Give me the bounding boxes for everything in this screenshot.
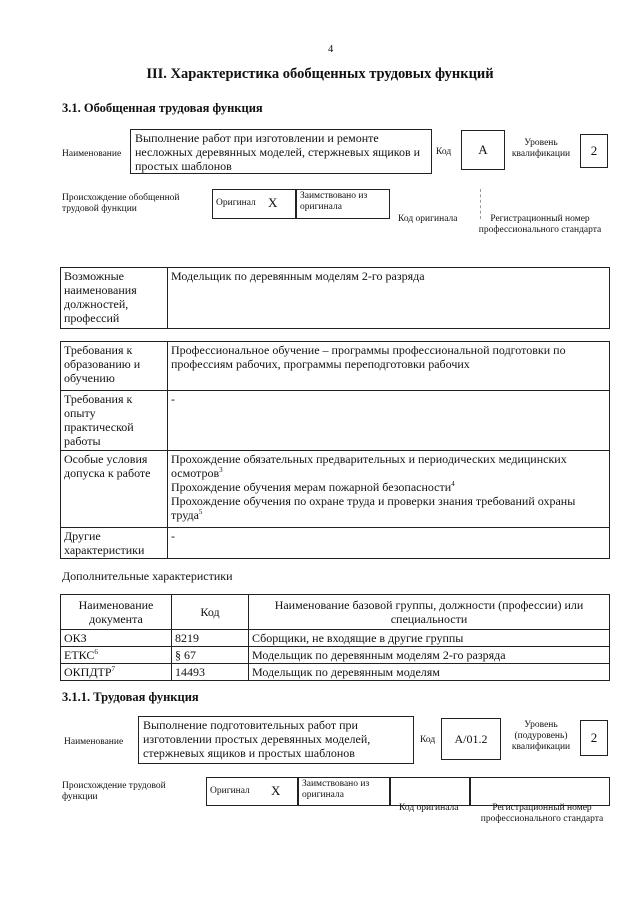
gtf-code-label: Код (436, 147, 452, 157)
requirement-label: Другие характеристики (61, 528, 168, 559)
requirement-label: Требования к образованию и обучению (61, 342, 168, 391)
requirement-line: Прохождение обучения мерам пожарной безопасности$^4$ (171, 480, 455, 494)
requirement-line: Прохождение обучения по охране труда и проверки знания требований охраны труда$^5$ (171, 494, 576, 522)
code-cell: 8219 (172, 630, 249, 647)
positions-table (60, 267, 610, 329)
tf-original-cell (206, 777, 298, 806)
tf-code-original-label: Код оригинала (399, 803, 459, 813)
requirement-value (168, 528, 610, 559)
tf-original-mark: X (271, 783, 281, 798)
positions-label: Возможные наименования должностей, профессий (61, 268, 168, 329)
requirement-value (168, 391, 610, 451)
additional-title: Дополнительные характеристики (62, 569, 233, 583)
footnote-ref: 7 (111, 665, 116, 673)
doc-cell: ОКЗ (61, 630, 172, 647)
gtf-origin-label: Происхождение обобщенной трудовой функции (62, 193, 180, 214)
gtf-heading: 3.1. Обобщенная трудовая функция (62, 101, 263, 115)
doc-cell: ЕТКС$^6$ (61, 647, 172, 664)
column-header: Код (172, 595, 249, 630)
tf-reg-number-label: Регистрационный номер профессионального стандарта (480, 803, 604, 824)
tf-level-value: 2 (580, 720, 608, 756)
tf-borrowed-label: Заимствовано из оригинала (298, 777, 390, 806)
requirement-label: Требования к опыту практической работы (61, 391, 168, 451)
code-cell: 14493 (172, 664, 249, 681)
requirement-line: Профессиональное обучение – программы профессиональной подготовки по профессиям рабочих, программы переподготовки рабочих (171, 343, 566, 371)
doc-cell: ОКПДТР$^7$ (61, 664, 172, 681)
additional-table (60, 594, 610, 681)
requirement-row-education (61, 342, 610, 391)
gtf-level-label: Уровень квалификации (511, 138, 571, 159)
tf-origin-label: Происхождение трудовой функции (62, 781, 166, 802)
tf-name-label: Наименование (64, 737, 124, 747)
positions-value: Модельщик по деревянным моделям 2-го разряда (168, 268, 610, 329)
footnote-ref: 6 (94, 648, 98, 656)
page-number: 4 (328, 44, 334, 55)
table-row (61, 664, 610, 681)
gtf-code-original-label: Код оригинала (398, 214, 458, 224)
footnote-ref: 3 (219, 466, 223, 474)
requirement-value (168, 342, 610, 391)
requirement-row-experience (61, 391, 610, 451)
column-header: Наименование документа (61, 595, 172, 630)
gtf-original-label: Оригинал (216, 198, 256, 208)
table-row (61, 647, 610, 664)
tf-heading: 3.1.1. Трудовая функция (62, 690, 199, 704)
requirement-row-other (61, 528, 610, 559)
column-header: Наименование базовой группы, должности (профессии) или специальности (249, 595, 610, 630)
gtf-reg-number-label: Регистрационный номер профессионального стандарта (478, 214, 602, 235)
gtf-original-mark: X (268, 195, 278, 210)
gtf-name-label: Наименование (62, 149, 122, 159)
section-title: III. Характеристика обобщенных трудовых функций (146, 66, 494, 82)
tf-name-value: Выполнение подготовительных работ при изготовлении простых деревянных моделей, стержневых ящиков и простых шаблонов (138, 716, 414, 764)
name-cell: Сборщики, не входящие в другие группы (249, 630, 610, 647)
requirement-value (168, 451, 610, 528)
gtf-borrowed-label: Заимствовано из оригинала (296, 189, 390, 219)
gtf-level-value: 2 (580, 134, 608, 168)
footnote-ref: 5 (198, 508, 203, 516)
tf-code-original-cell (390, 777, 470, 806)
tf-reg-number-cell (470, 777, 610, 806)
tf-code-label: Код (420, 735, 436, 745)
additional-header-row (61, 595, 610, 630)
tf-code-value: A/01.2 (441, 718, 501, 760)
requirement-label: Особые условия допуска к работе (61, 451, 168, 528)
requirement-row-conditions (61, 451, 610, 528)
gtf-original-cell (212, 189, 296, 219)
requirement-line: - (171, 529, 175, 543)
name-cell: Модельщик по деревянным моделям 2-го разряда (249, 647, 610, 664)
requirement-line: Прохождение обязательных предварительных и периодических медицинских осмотров$^3$ (171, 452, 567, 480)
gtf-code-value: A (461, 130, 505, 170)
code-cell: § 67 (172, 647, 249, 664)
table-row (61, 630, 610, 647)
requirements-table (60, 341, 610, 559)
footnote-ref: 4 (451, 480, 455, 488)
tf-original-label: Оригинал (210, 786, 250, 796)
tf-level-label: Уровень (подуровень) квалификации (511, 720, 571, 752)
name-cell: Модельщик по деревянным моделям (249, 664, 610, 681)
gtf-name-value: Выполнение работ при изготовлении и ремонте несложных деревянных моделей, стержневых ящиков и простых шаблонов (130, 129, 432, 174)
requirement-line: - (171, 392, 175, 406)
